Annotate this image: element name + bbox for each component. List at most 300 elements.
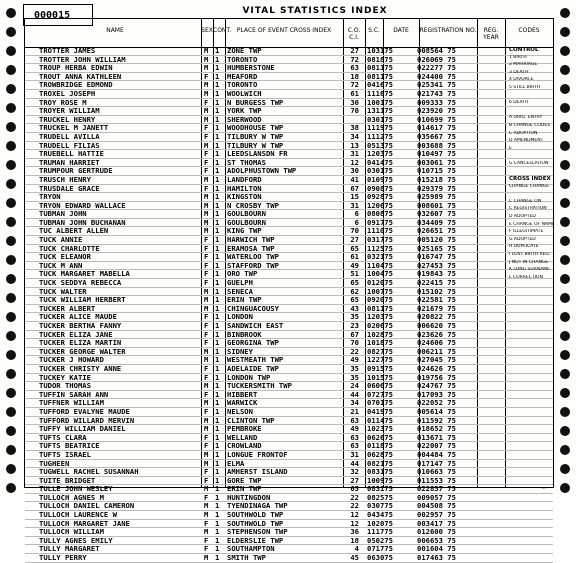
sex-cell: F bbox=[204, 442, 209, 450]
name-cell: TUCKEY KATIE bbox=[39, 373, 91, 382]
table-row bbox=[25, 391, 553, 400]
name-cell: TULLOCH LAURENCE W bbox=[39, 511, 117, 519]
cont-cell: 1 bbox=[215, 493, 220, 502]
cont-cell: 1 bbox=[215, 193, 220, 201]
cont-cell: 1 bbox=[215, 450, 220, 459]
name-cell: TUFTS BEATRICE bbox=[39, 442, 100, 450]
date-cell: 070175 bbox=[367, 399, 393, 407]
tractor-hole bbox=[560, 84, 570, 94]
cc-cell: 41 bbox=[350, 175, 359, 184]
tractor-hole bbox=[560, 8, 570, 18]
table-row bbox=[25, 331, 553, 340]
sex-cell: M bbox=[204, 227, 209, 236]
date-cell: 010975 bbox=[367, 175, 393, 184]
date-cell: 102375 bbox=[367, 425, 393, 433]
registration-cell: 017147 75 bbox=[417, 459, 456, 468]
name-cell: TUCK CHARLOTTE bbox=[39, 244, 100, 253]
tractor-hole bbox=[560, 65, 570, 75]
registration-cell: 035667 75 bbox=[417, 132, 456, 141]
tractor-hole bbox=[6, 331, 16, 341]
name-cell: TROUP HERBA EDWIN bbox=[39, 64, 113, 72]
name-cell: TUCKER ELIZA JANE bbox=[39, 330, 113, 339]
name-cell: TROUT ANNA KATHLEEN bbox=[39, 72, 122, 81]
place-cell: YORK TWP bbox=[227, 107, 262, 115]
cc-cell: 12 bbox=[350, 519, 359, 528]
place-cell: GEORGINA TWP bbox=[227, 339, 279, 347]
sex-cell: M bbox=[204, 201, 209, 210]
registration-cell: 008601 75 bbox=[417, 201, 456, 210]
cc-cell: 22 bbox=[350, 493, 359, 502]
header-sc: S.C. bbox=[368, 27, 380, 34]
name-cell: TRUMAN HARRIET bbox=[39, 158, 100, 167]
tractor-hole bbox=[6, 103, 16, 113]
name-cell: TUFTS CLARA bbox=[39, 433, 87, 442]
registration-cell: 013671 75 bbox=[417, 433, 456, 442]
cont-cell: 1 bbox=[215, 304, 220, 313]
date-cell: 102875 bbox=[367, 330, 393, 339]
name-cell: TUITE BRIDGET bbox=[39, 476, 96, 485]
table-row bbox=[25, 253, 553, 262]
code-entry: 6 DEATH bbox=[509, 100, 529, 106]
name-cell: TROTTER JOHN WILLIAM bbox=[39, 55, 126, 64]
sex-cell: F bbox=[204, 184, 209, 193]
date-cell: 071775 bbox=[367, 545, 393, 554]
cont-cell: 1 bbox=[215, 98, 220, 107]
table-row bbox=[25, 64, 553, 73]
cc-cell: 31 bbox=[350, 150, 359, 158]
tractor-hole bbox=[6, 293, 16, 303]
name-cell: TUCK WALTER bbox=[39, 287, 87, 296]
table-row bbox=[25, 142, 553, 151]
cont-cell: 1 bbox=[215, 339, 220, 347]
index-rows bbox=[25, 47, 553, 563]
tractor-hole bbox=[560, 293, 570, 303]
sex-cell: F bbox=[204, 519, 209, 528]
table-row bbox=[25, 236, 553, 245]
name-cell: TUCKER CHRISTY ANNE bbox=[39, 364, 122, 373]
sex-cell: F bbox=[204, 433, 209, 442]
sex-cell: M bbox=[204, 485, 209, 493]
cc-cell: 67 bbox=[350, 184, 359, 193]
cc-cell: 63 bbox=[350, 442, 359, 450]
date-cell: 131175 bbox=[367, 107, 393, 115]
registration-cell: 010715 75 bbox=[417, 167, 456, 175]
place-cell: WATERLOO TWP bbox=[227, 253, 279, 261]
name-cell: TRYON bbox=[39, 193, 61, 201]
tractor-hole bbox=[560, 274, 570, 284]
cont-cell: 1 bbox=[215, 227, 220, 236]
date-cell: 111775 bbox=[367, 528, 393, 536]
date-cell: 120375 bbox=[367, 150, 393, 158]
sex-cell: F bbox=[204, 279, 209, 287]
tractor-hole bbox=[560, 407, 570, 417]
place-cell: CLINTON TWP bbox=[227, 416, 275, 425]
registration-cell: 004508 75 bbox=[417, 502, 456, 511]
name-cell: TRUMPOUR GERTRUDE bbox=[39, 167, 113, 175]
code-entry bbox=[509, 153, 555, 161]
registration-cell: 001604 75 bbox=[417, 545, 456, 554]
table-row bbox=[25, 477, 553, 486]
date-cell: 111075 bbox=[367, 227, 393, 236]
sex-cell: F bbox=[204, 236, 209, 244]
tractor-hole bbox=[6, 122, 16, 132]
tractor-hole bbox=[6, 27, 16, 37]
place-cell: HARWICH TWP bbox=[227, 236, 275, 244]
name-cell: TROWBRIDGE EDMOND bbox=[39, 81, 113, 89]
cont-cell: 1 bbox=[215, 124, 220, 132]
name-cell: TRUSCH HENRY bbox=[39, 175, 91, 184]
cc-cell: 65 bbox=[350, 244, 359, 253]
table-row bbox=[25, 537, 553, 546]
cc-cell: 22 bbox=[350, 347, 359, 356]
name-cell: TROXEL JOSEPH bbox=[39, 89, 96, 98]
registration-cell: 026651 75 bbox=[417, 227, 456, 236]
registration-cell: 011592 75 bbox=[417, 416, 456, 425]
place-cell: GOULBOURN bbox=[227, 210, 266, 218]
sex-cell: F bbox=[204, 253, 209, 261]
column-headers bbox=[25, 19, 553, 48]
sex-cell: M bbox=[204, 459, 209, 468]
cc-cell: 63 bbox=[350, 416, 359, 425]
cont-cell: 1 bbox=[215, 416, 220, 425]
header-date: DATE bbox=[393, 27, 409, 34]
code-entry: CROSS INDEX bbox=[509, 176, 551, 183]
cc-cell: 45 bbox=[350, 554, 359, 562]
cont-cell: 1 bbox=[215, 468, 220, 476]
sex-cell: F bbox=[204, 536, 209, 545]
cont-cell: 1 bbox=[215, 545, 220, 554]
cc-cell: 44 bbox=[350, 390, 359, 399]
date-cell: 041675 bbox=[367, 81, 393, 89]
table-row bbox=[25, 90, 553, 99]
header-sex: SEX bbox=[201, 27, 213, 34]
cc-cell: 65 bbox=[350, 485, 359, 493]
cc-cell: 72 bbox=[350, 81, 359, 89]
cc-cell: 63 bbox=[350, 433, 359, 442]
date-cell: 083175 bbox=[367, 468, 393, 476]
date-cell: 111275 bbox=[367, 132, 393, 141]
table-row bbox=[25, 56, 553, 65]
date-cell: 030775 bbox=[367, 502, 393, 511]
cc-cell: 32 bbox=[350, 468, 359, 476]
cc-cell: 61 bbox=[350, 89, 359, 98]
cc-cell: 35 bbox=[350, 364, 359, 373]
cont-cell: 1 bbox=[215, 485, 220, 493]
name-cell: TULLY PERRY bbox=[39, 554, 87, 562]
registration-cell: 009333 75 bbox=[417, 98, 456, 107]
tractor-hole bbox=[560, 103, 570, 113]
place-cell: SOUTHWOLD TWP bbox=[227, 519, 284, 528]
tractor-hole bbox=[6, 179, 16, 189]
header-codes: CODES bbox=[518, 27, 540, 34]
cont-cell: 1 bbox=[215, 382, 220, 390]
code-entry: 3 DEATH bbox=[509, 69, 529, 75]
name-cell: TUFTS ISRAEL bbox=[39, 450, 91, 459]
sex-cell: F bbox=[204, 270, 209, 279]
registration-cell: 025341 75 bbox=[417, 81, 456, 89]
cc-cell: 12 bbox=[350, 511, 359, 519]
tractor-hole bbox=[6, 483, 16, 493]
tractor-hole bbox=[6, 8, 16, 18]
registration-cell: 019843 75 bbox=[417, 270, 456, 279]
tractor-hole bbox=[560, 312, 570, 322]
date-cell: 012075 bbox=[367, 279, 393, 287]
registration-cell: 018652 75 bbox=[417, 425, 456, 433]
name-cell: TUCK SEDDYA REBECCA bbox=[39, 279, 122, 287]
registration-cell: 022581 75 bbox=[417, 296, 456, 304]
code-entry: B CHANGE CODES bbox=[509, 122, 551, 128]
codes-legend bbox=[509, 47, 555, 282]
date-cell: 111975 bbox=[367, 124, 393, 132]
cont-cell: 1 bbox=[215, 313, 220, 321]
registration-cell: 027453 75 bbox=[417, 261, 456, 270]
date-cell: 041475 bbox=[367, 158, 393, 167]
registration-cell: 006653 75 bbox=[417, 536, 456, 545]
date-cell: 091575 bbox=[367, 364, 393, 373]
cc-cell: 62 bbox=[350, 287, 359, 296]
place-cell: LONDON TWP bbox=[227, 373, 271, 382]
sex-cell: F bbox=[204, 98, 209, 107]
sex-cell: M bbox=[204, 304, 209, 313]
sex-cell: M bbox=[204, 502, 209, 511]
header-place: PLACE OF EVENT CROSS INDEX bbox=[236, 27, 332, 34]
table-row bbox=[25, 382, 553, 391]
name-cell: TUCK M ANN bbox=[39, 261, 83, 270]
place-cell: TUCKERSMITH TWP bbox=[227, 382, 292, 390]
code-entry: C CHANGE ON bbox=[509, 198, 542, 204]
sex-cell: M bbox=[204, 64, 209, 72]
registration-cell: 025989 75 bbox=[417, 193, 456, 201]
name-cell: TUCK MARGARET MABELLA bbox=[39, 270, 130, 279]
cont-cell: 1 bbox=[215, 55, 220, 64]
sex-cell: M bbox=[204, 425, 209, 433]
sex-cell: F bbox=[204, 158, 209, 167]
table-row bbox=[25, 417, 553, 426]
date-cell: 100775 bbox=[367, 287, 393, 296]
name-cell: TUFFIN SARAH ANN bbox=[39, 390, 109, 399]
cc-cell: 4 bbox=[354, 545, 359, 554]
sex-cell: F bbox=[204, 390, 209, 399]
tractor-hole bbox=[560, 141, 570, 151]
place-cell: GUELPH bbox=[227, 279, 253, 287]
place-cell: LEEDSLANSDN FR bbox=[227, 150, 288, 158]
date-cell: 051375 bbox=[367, 141, 393, 150]
cc-cell: 49 bbox=[350, 425, 359, 433]
place-cell: TILBURY W TWP bbox=[227, 132, 284, 141]
sex-cell: F bbox=[204, 468, 209, 476]
cc-cell: 49 bbox=[350, 261, 359, 270]
name-cell: TULLOCH AGNES M bbox=[39, 493, 104, 502]
table-row bbox=[25, 73, 553, 82]
code-entry bbox=[509, 191, 555, 199]
date-cell: 072775 bbox=[367, 390, 393, 399]
tractor-hole bbox=[6, 46, 16, 56]
date-cell: 120675 bbox=[367, 201, 393, 210]
tractor-hole bbox=[6, 255, 16, 265]
name-cell: TULLOCH MARGARET JANE bbox=[39, 519, 130, 528]
date-cell: 110475 bbox=[367, 261, 393, 270]
cont-cell: 1 bbox=[215, 47, 220, 55]
table-row bbox=[25, 356, 553, 365]
cont-cell: 1 bbox=[215, 330, 220, 339]
date-cell: 081175 bbox=[367, 72, 393, 81]
cc-cell: 22 bbox=[350, 502, 359, 511]
cc-cell: 34 bbox=[350, 399, 359, 407]
cc-cell: 70 bbox=[350, 339, 359, 347]
registration-cell: 003417 75 bbox=[417, 519, 456, 528]
place-cell: STAFFORD TWP bbox=[227, 261, 279, 270]
place-cell: N CROSBY TWP bbox=[227, 201, 279, 210]
date-cell: 082575 bbox=[367, 493, 393, 502]
name-cell: TUCKER GEORGE WALTER bbox=[39, 347, 126, 356]
date-cell: 031775 bbox=[367, 236, 393, 244]
name-cell: TUCKER ALICE MAUDE bbox=[39, 313, 117, 321]
cont-cell: 1 bbox=[215, 158, 220, 167]
place-cell: GOULBOURN bbox=[227, 218, 266, 227]
table-row bbox=[25, 451, 553, 460]
name-cell: TUCK ELEANOR bbox=[39, 253, 91, 261]
tractor-hole bbox=[6, 312, 16, 322]
cont-cell: 1 bbox=[215, 218, 220, 227]
registration-cell: 009057 75 bbox=[417, 493, 456, 502]
sex-cell: F bbox=[204, 313, 209, 321]
sex-cell: F bbox=[204, 339, 209, 347]
place-cell: PEMBROKE bbox=[227, 425, 262, 433]
cc-cell: 6 bbox=[354, 210, 359, 218]
sex-cell: M bbox=[204, 218, 209, 227]
cont-cell: 1 bbox=[215, 476, 220, 485]
name-cell: TUC ALBERT ALLEN bbox=[39, 227, 109, 236]
table-row bbox=[25, 245, 553, 254]
tractor-hole bbox=[560, 483, 570, 493]
cont-cell: 1 bbox=[215, 373, 220, 382]
code-entry: A ORIG. ENTRY bbox=[509, 115, 543, 121]
table-row bbox=[25, 288, 553, 297]
cc-cell: 31 bbox=[350, 201, 359, 210]
place-cell: SANDWICH EAST bbox=[227, 322, 284, 330]
header-registration: REGISTRATION NO. bbox=[419, 27, 477, 34]
registration-cell: 003061 75 bbox=[417, 158, 456, 167]
table-row bbox=[25, 442, 553, 451]
code-entry bbox=[509, 108, 555, 116]
date-cell: 100975 bbox=[367, 476, 393, 485]
date-cell: 041975 bbox=[367, 407, 393, 416]
code-entry: D AMENDMENT bbox=[509, 138, 544, 144]
cont-cell: 1 bbox=[215, 511, 220, 519]
cc-cell: 13 bbox=[350, 141, 359, 150]
name-cell: TUFFNER WILLIAM bbox=[39, 399, 104, 407]
name-cell: TRUCKEL HENRY bbox=[39, 115, 96, 124]
date-cell: 100175 bbox=[367, 98, 393, 107]
date-cell: 062675 bbox=[367, 433, 393, 442]
place-cell: TORONTO bbox=[227, 81, 258, 89]
date-cell: 060675 bbox=[367, 382, 393, 390]
place-cell: ORO TWP bbox=[227, 270, 258, 279]
cc-cell: 6 bbox=[354, 218, 359, 227]
code-entry: CONTROL bbox=[509, 47, 539, 53]
table-row bbox=[25, 99, 553, 108]
table-row bbox=[25, 305, 553, 314]
place-cell: SOUTHAMPTON bbox=[227, 545, 275, 554]
code-entry: E CHANGE OF NAME bbox=[509, 221, 555, 227]
table-row bbox=[25, 374, 553, 383]
sex-cell: F bbox=[204, 545, 209, 554]
name-cell: TULLE JOHN WESLEY bbox=[39, 485, 113, 493]
cc-cell: 21 bbox=[350, 407, 359, 416]
place-cell: TORONTO bbox=[227, 55, 258, 64]
date-cell: 030175 bbox=[367, 115, 393, 124]
cc-cell: 30 bbox=[350, 167, 359, 175]
date-cell: 081175 bbox=[367, 304, 393, 313]
place-cell: SIDNEY bbox=[227, 347, 253, 356]
index-grid bbox=[24, 18, 555, 562]
tractor-hole bbox=[6, 217, 16, 227]
place-cell: TYENDINAGA TWP bbox=[227, 502, 288, 511]
cont-cell: 1 bbox=[215, 107, 220, 115]
cont-cell: 1 bbox=[215, 554, 220, 562]
cc-cell: 35 bbox=[350, 313, 359, 321]
tractor-hole bbox=[560, 464, 570, 474]
cont-cell: 1 bbox=[215, 141, 220, 150]
table-row bbox=[25, 167, 553, 176]
name-cell: TULLOCH WILLIAM bbox=[39, 528, 104, 536]
registration-cell: 025165 75 bbox=[417, 244, 456, 253]
code-entry: H DUPLICATE bbox=[509, 244, 539, 250]
table-row bbox=[25, 460, 553, 469]
table-row bbox=[25, 159, 553, 168]
registration-cell: 017463 75 bbox=[417, 554, 456, 562]
table-row bbox=[25, 528, 553, 537]
cont-cell: 1 bbox=[215, 236, 220, 244]
place-cell: NELSON bbox=[227, 407, 253, 416]
place-cell: WOODHOUSE TWP bbox=[227, 124, 284, 132]
place-cell: ELDERSLIE TWP bbox=[227, 536, 284, 545]
tractor-hole bbox=[6, 426, 16, 436]
cont-cell: 1 bbox=[215, 64, 220, 72]
cont-cell: 1 bbox=[215, 270, 220, 279]
table-row bbox=[25, 468, 553, 477]
cont-cell: 1 bbox=[215, 175, 220, 184]
table-row bbox=[25, 520, 553, 529]
left-tractor-strip bbox=[0, 0, 22, 494]
date-cell: 011875 bbox=[367, 442, 393, 450]
table-row bbox=[25, 502, 553, 511]
registration-cell: 024606 75 bbox=[417, 339, 456, 347]
date-cell: 030175 bbox=[367, 167, 393, 175]
cont-cell: 1 bbox=[215, 364, 220, 373]
tractor-hole bbox=[6, 464, 16, 474]
cc-cell: 31 bbox=[350, 450, 359, 459]
tractor-hole bbox=[6, 141, 16, 151]
registration-cell: 024626 75 bbox=[417, 364, 456, 373]
registration-cell: 005120 75 bbox=[417, 236, 456, 244]
sex-cell: F bbox=[204, 167, 209, 175]
sex-cell: M bbox=[204, 175, 209, 184]
code-entry: CHANGE CHANGE bbox=[509, 183, 550, 189]
date-cell: 122775 bbox=[367, 356, 393, 364]
sex-cell: M bbox=[204, 107, 209, 115]
table-row bbox=[25, 279, 553, 288]
tractor-hole bbox=[6, 407, 16, 417]
tractor-hole bbox=[560, 160, 570, 170]
registration-cell: 016747 75 bbox=[417, 253, 456, 261]
date-cell: 050275 bbox=[367, 536, 393, 545]
name-cell: TUFFORD WILLARD MERVIN bbox=[39, 416, 135, 425]
cc-cell: 43 bbox=[350, 304, 359, 313]
tractor-hole bbox=[560, 426, 570, 436]
tractor-hole bbox=[560, 198, 570, 208]
place-cell: ADELAIDE TWP bbox=[227, 364, 279, 373]
